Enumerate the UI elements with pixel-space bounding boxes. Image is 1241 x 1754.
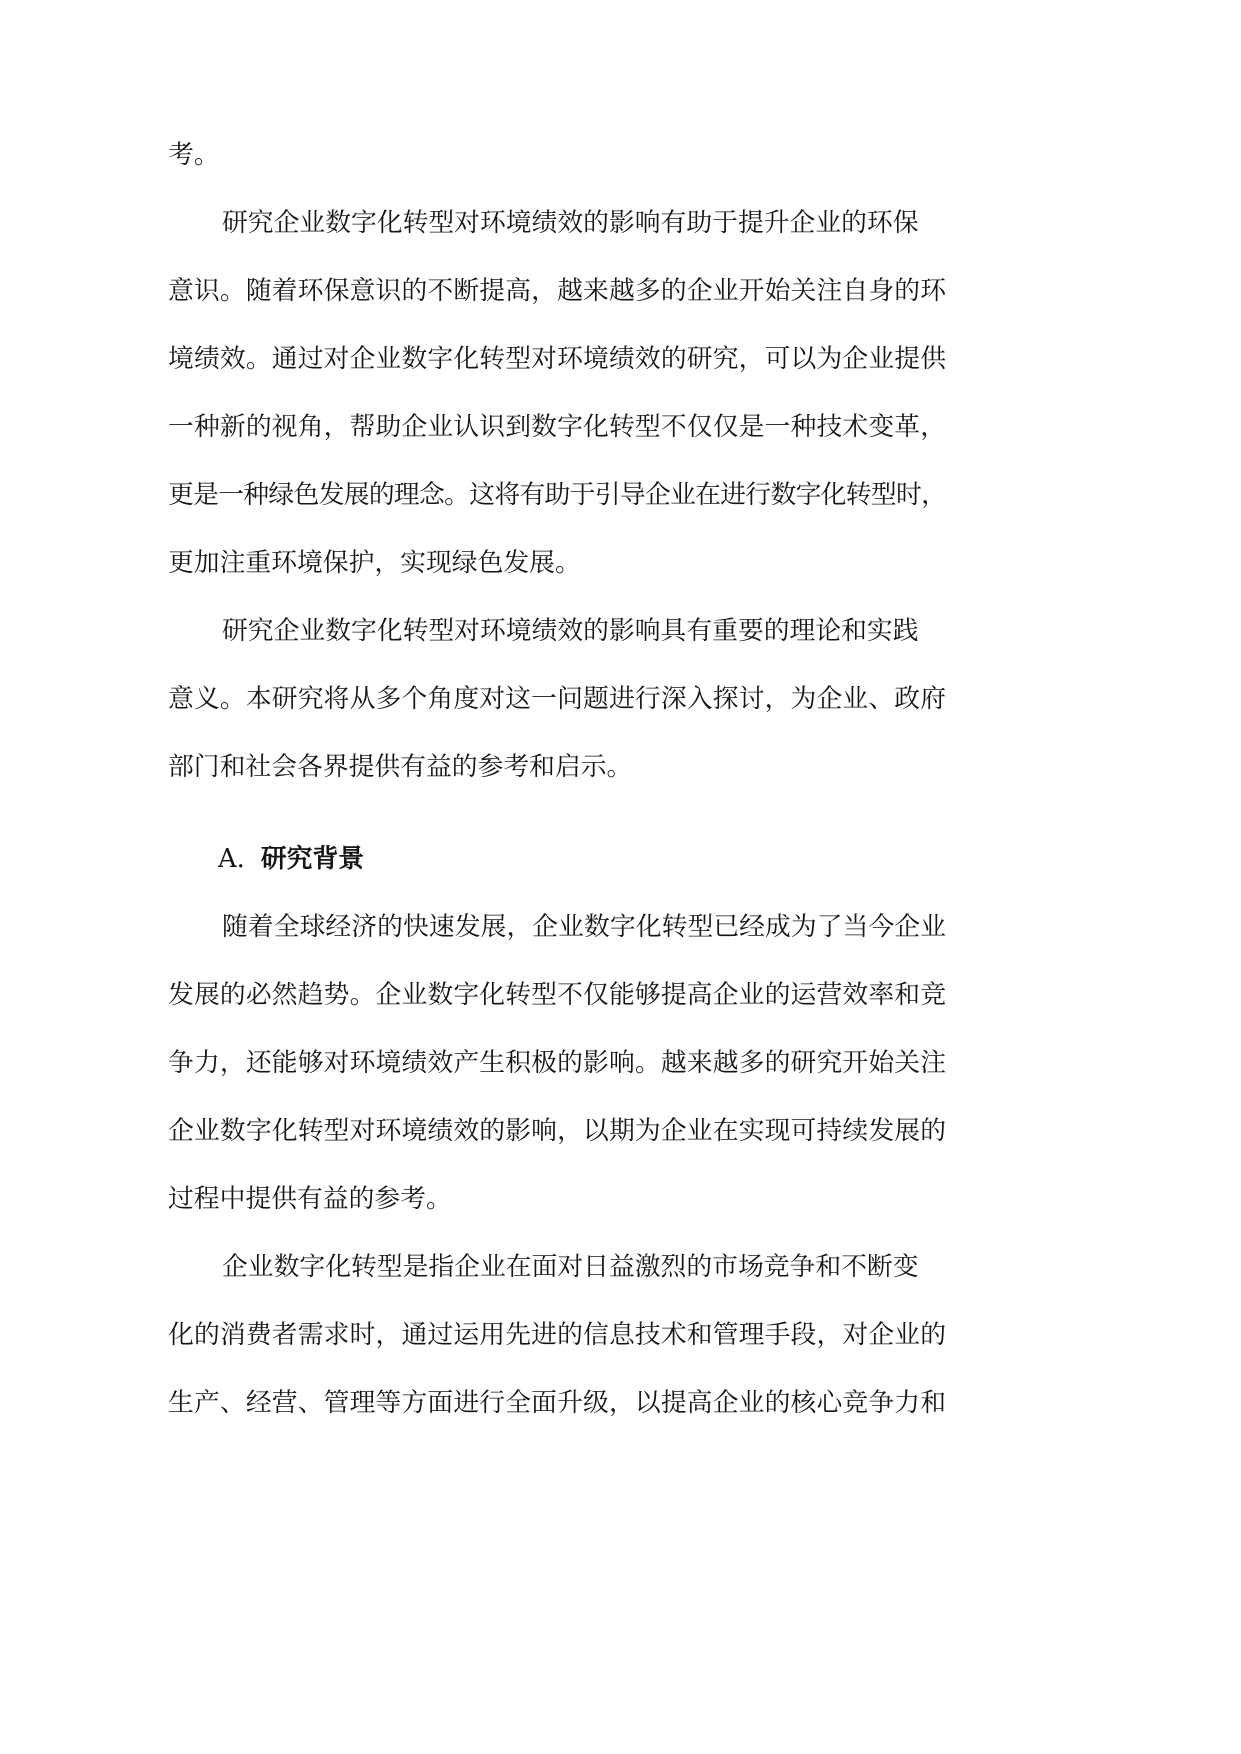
text-line: 部门和社会各界提供有益的参考和启示。: [168, 752, 633, 782]
text-line: 境绩效。通过对企业数字化转型对环境绩效的研究，可以为企业提供: [168, 344, 946, 374]
text-line: 企业数字化转型对环境绩效的影响，以期为企业在实现可持续发展的: [168, 1116, 946, 1146]
text-line: 企业数字化转型是指企业在面对日益激烈的市场竞争和不断变: [222, 1252, 919, 1282]
paragraph-significance: [168, 597, 946, 801]
paragraph-environmental-awareness: [168, 189, 946, 597]
text-line: 化的消费者需求时，通过运用先进的信息技术和管理手段，对企业的: [168, 1320, 946, 1350]
text-line: 争力，还能够对环境绩效产生积极的影响。越来越多的研究开始关注: [168, 1048, 946, 1078]
text-line: 研究企业数字化转型对环境绩效的影响有助于提升企业的环保: [222, 208, 919, 238]
text-line: 研究企业数字化转型对环境绩效的影响具有重要的理论和实践: [222, 616, 919, 646]
paragraph-background-trend: [168, 893, 946, 1233]
text-line: 一种新的视角，帮助企业认识到数字化转型不仅仅是一种技术变革，: [168, 412, 946, 442]
text-line: 生产、经营、管理等方面进行全面升级，以提高企业的核心竞争力和: [168, 1388, 946, 1418]
section-title: 研究背景: [260, 844, 365, 874]
text-line: 更加注重环境保护，实现绿色发展。: [168, 548, 581, 578]
paragraph-continuation: [168, 121, 946, 189]
paragraph-definition: [168, 1233, 946, 1437]
text-line: 意识。随着环保意识的不断提高，越来越多的企业开始关注自身的环: [168, 276, 946, 306]
text-line: 随着全球经济的快速发展，企业数字化转型已经成为了当今企业: [222, 912, 946, 942]
text-line: 发展的必然趋势。企业数字化转型不仅能够提高企业的运营效率和竞: [168, 980, 946, 1010]
section-number: A.: [218, 844, 245, 874]
text-line: 考。: [168, 140, 220, 170]
section-heading: [168, 825, 946, 893]
text-line: 意义。本研究将从多个角度对这一问题进行深入探讨，为企业、政府: [168, 684, 946, 714]
text-line: 更是一种绿色发展的理念。这将有助于引导企业在进行数字化转型时，: [168, 480, 946, 510]
document-page: [168, 121, 946, 1437]
text-line: 过程中提供有益的参考。: [168, 1184, 452, 1214]
